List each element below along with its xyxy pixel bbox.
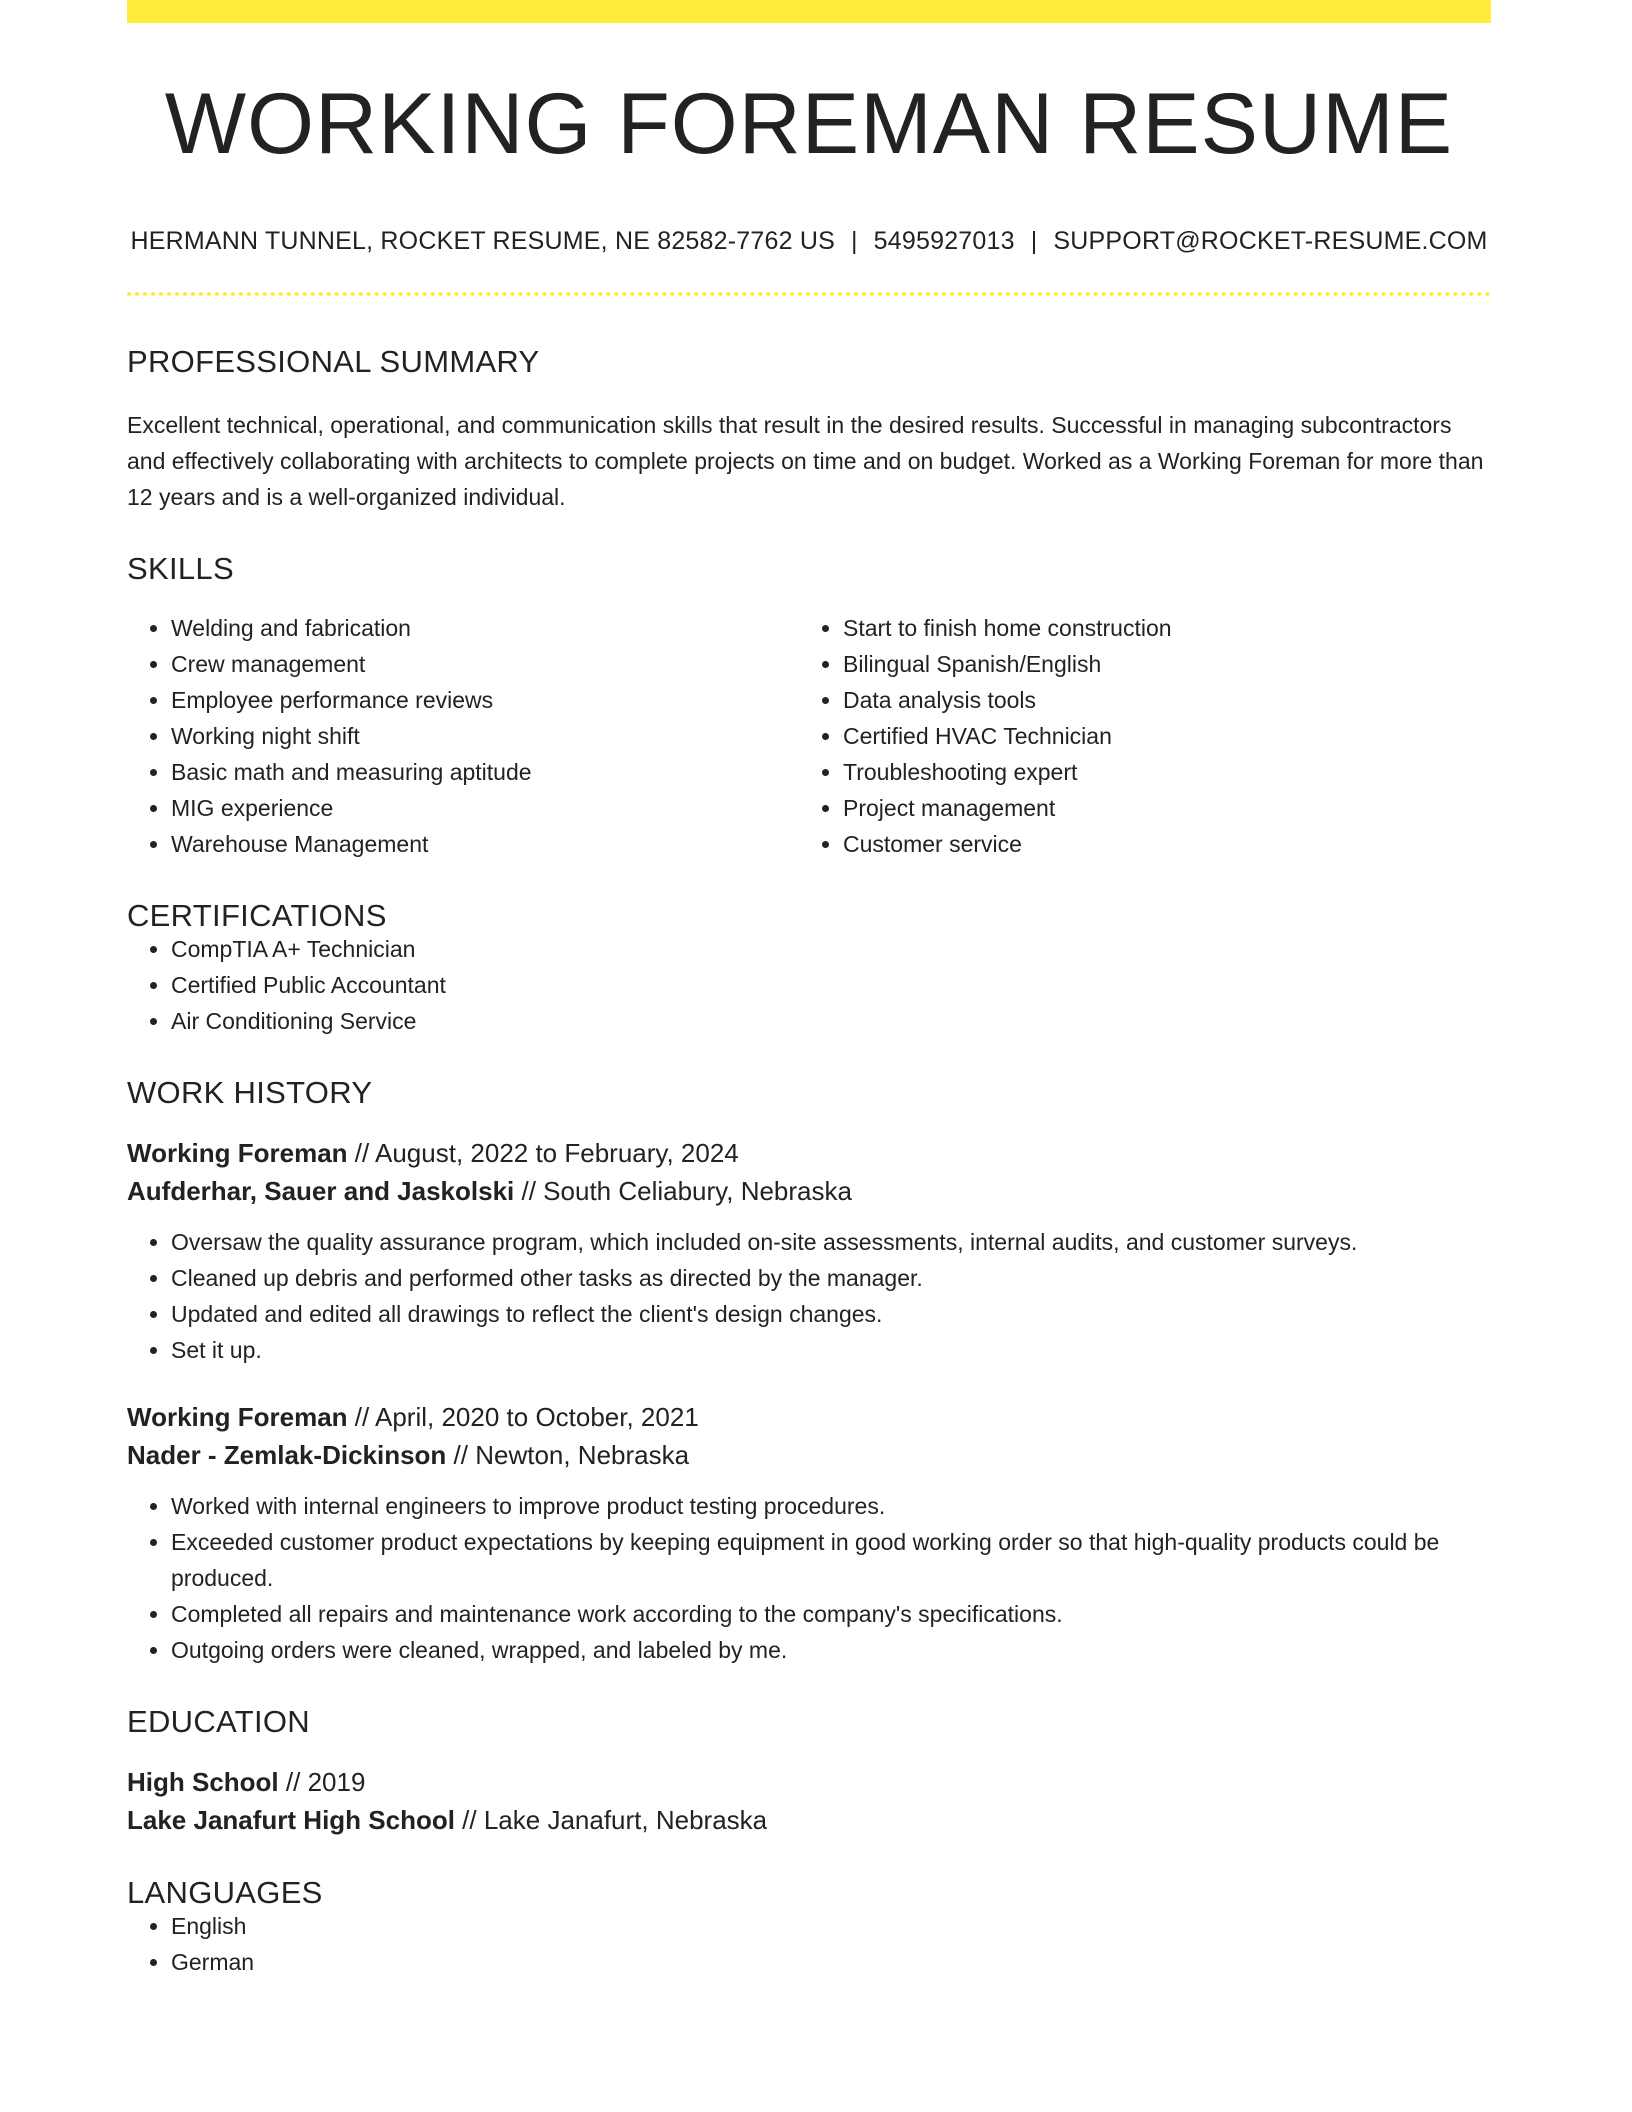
language-item: • German [171, 1944, 1491, 1980]
skills-grid [127, 610, 1491, 862]
job-title: Working Foreman [127, 1402, 348, 1432]
education-degree: High School [127, 1767, 279, 1797]
work-history-heading: WORK HISTORY [127, 1075, 373, 1110]
education-year: // 2019 [278, 1767, 366, 1797]
skill-item: • Basic math and measuring aptitude [171, 754, 799, 790]
job-duty: • Set it up. [171, 1332, 1491, 1368]
job-duty: • Outgoing orders were cleaned, wrapped, and labeled by me. [171, 1632, 1491, 1668]
resume-title: WORKING FOREMAN RESUME [164, 76, 1454, 172]
top-accent-bar [127, 0, 1491, 23]
skill-item: • Customer service [843, 826, 1471, 862]
education-heading: EDUCATION [127, 1704, 310, 1739]
language-item: • English [171, 1908, 1491, 1944]
certifications-list [127, 931, 1491, 1039]
job-location: // South Celiabury, Nebraska [514, 1176, 852, 1206]
skills-column-right [799, 610, 1471, 862]
skills-column-left [127, 610, 799, 862]
job-entry [127, 1398, 1491, 1668]
resume-page [127, 0, 1491, 1980]
skill-item: • Employee performance reviews [171, 682, 799, 718]
job-company: Nader - Zemlak-Dickinson [127, 1440, 447, 1470]
contact-email[interactable]: SUPPORT@ROCKET-RESUME.COM [1053, 227, 1488, 255]
job-duty: • Cleaned up debris and performed other tasks as directed by the manager. [171, 1260, 1491, 1296]
contact-separator: | [850, 227, 858, 255]
skill-item: • Troubleshooting expert [843, 754, 1471, 790]
skills-list-right [799, 610, 1471, 862]
job-duty: • Exceeded customer product expectations by keeping equipment in good working order so that high-quality products could be produced. [171, 1524, 1491, 1596]
job-dates: // April, 2020 to October, 2021 [347, 1402, 699, 1432]
certification-item: • Air Conditioning Service [171, 1003, 1491, 1039]
skill-item: • Bilingual Spanish/English [843, 646, 1471, 682]
job-title-line [127, 1134, 1491, 1172]
job-entry [127, 1134, 1491, 1368]
dotted-divider [127, 292, 1491, 296]
languages-list [127, 1908, 1491, 1980]
skills-list-left [127, 610, 799, 862]
summary-heading: PROFESSIONAL SUMMARY [127, 344, 540, 379]
skill-item: • Crew management [171, 646, 799, 682]
job-duties-list [127, 1224, 1491, 1368]
skill-item: • Working night shift [171, 718, 799, 754]
skills-heading: SKILLS [127, 551, 234, 586]
contact-line [127, 229, 1491, 254]
skill-item: • Certified HVAC Technician [843, 718, 1471, 754]
skill-item: • MIG experience [171, 790, 799, 826]
skill-item: • Project management [843, 790, 1471, 826]
education-location: // Lake Janafurt, Nebraska [454, 1805, 768, 1835]
summary-text: Excellent technical, operational, and communication skills that result in the desired results. Successful in managing subcontractors and effectively collaborating with architects to complete projects on time and on budget. Worked as a Working Foreman for more than 12 years and is a well-organized individual. [127, 412, 1484, 510]
job-location: // Newton, Nebraska [446, 1440, 690, 1470]
skill-item: • Warehouse Management [171, 826, 799, 862]
job-duty: • Updated and edited all drawings to reflect the client's design changes. [171, 1296, 1491, 1332]
job-company-line [127, 1436, 1491, 1474]
skill-item: • Welding and fabrication [171, 610, 799, 646]
contact-phone[interactable]: 5495927013 [873, 227, 1015, 255]
certifications-heading: CERTIFICATIONS [127, 898, 387, 933]
education-school: Lake Janafurt High School [127, 1805, 455, 1835]
job-company: Aufderhar, Sauer and Jaskolski [127, 1176, 515, 1206]
contact-address: HERMANN TUNNEL, ROCKET RESUME, NE 82582-7762 US [130, 227, 835, 255]
job-company-line [127, 1172, 1491, 1210]
job-title-line [127, 1398, 1491, 1436]
job-duty: • Oversaw the quality assurance program, which included on-site assessments, internal audits, and customer surveys. [171, 1224, 1491, 1260]
languages-heading: LANGUAGES [127, 1875, 323, 1910]
skill-item: • Data analysis tools [843, 682, 1471, 718]
certification-item: • CompTIA A+ Technician [171, 931, 1491, 967]
job-duty: • Worked with internal engineers to improve product testing procedures. [171, 1488, 1491, 1524]
certification-item: • Certified Public Accountant [171, 967, 1491, 1003]
education-entry [127, 1763, 1491, 1839]
education-degree-line [127, 1763, 1491, 1801]
contact-separator: | [1030, 227, 1038, 255]
skill-item: • Start to finish home construction [843, 610, 1471, 646]
education-school-line [127, 1801, 1491, 1839]
job-duties-list [127, 1488, 1491, 1668]
job-duty: • Completed all repairs and maintenance work according to the company's specifications. [171, 1596, 1491, 1632]
job-dates: // August, 2022 to February, 2024 [347, 1138, 739, 1168]
job-title: Working Foreman [127, 1138, 348, 1168]
